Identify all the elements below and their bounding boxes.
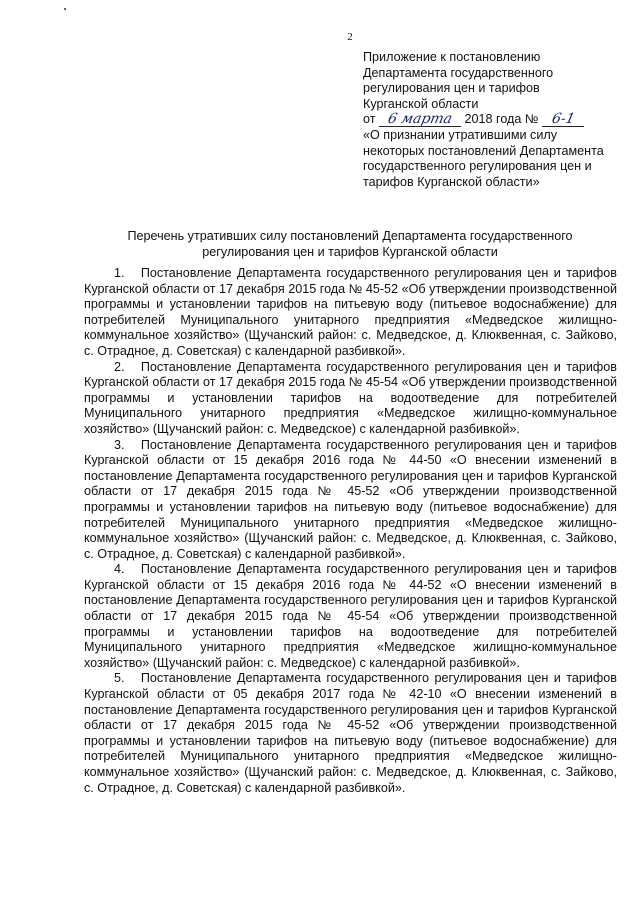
scan-speck xyxy=(64,8,66,10)
page-number: 2 xyxy=(347,31,353,43)
appendix-line: Департамента государственного xyxy=(363,65,554,80)
appendix-subject-line: тарифов Курганской области» xyxy=(363,174,540,189)
appendix-date-line xyxy=(363,112,618,128)
list-item: 3. Постановление Департамента государственного регулирования цен и тарифов Курганской области от 15 декабря 2016 года № 44-50 «О внесении изменений в постановление Департамента государственного регулирования цен и тарифов Курганской области от 17 декабря 2015 года № 45-52 «Об утверждении производственной программы и установлении тарифов на питьевую воду (питьевое водоснабжение) для потребителей Муниципального унитарного предприятия «Медведское жилищно-коммунальное хозяйство» (Щучанский район: с. Медведское, д. Клюквенная, с. Зайково, с. Отрадное, д. Советская) с календарной разбивкой». xyxy=(84,437,617,561)
appendix-line: регулирования цен и тарифов xyxy=(363,81,540,96)
appendix-subject-line: некоторых постановлений Департамента xyxy=(363,143,604,158)
handwritten-number: 6-1 xyxy=(550,111,576,128)
year-text: 2018 года № xyxy=(464,112,539,127)
date-prefix: от xyxy=(363,112,376,127)
appendix-subject-line: «О признании утратившими силу xyxy=(363,127,558,142)
title-line: регулирования цен и тарифов Курганской области xyxy=(202,244,498,259)
appendix-line: Курганской области xyxy=(363,96,479,111)
appendix-block xyxy=(363,50,618,190)
handwritten-number-field xyxy=(542,113,584,127)
appendix-line: Приложение к постановлению xyxy=(363,50,541,64)
list-item: 4. Постановление Департамента государственного регулирования цен и тарифов Курганской области от 15 декабря 2016 года № 44-52 «О внесении изменений в постановление Департамента государственного регулирования цен и тарифов Курганской области от 17 декабря 2015 года № 45-54 «Об утверждении производственной программы и установлении тарифов на водоотведение для потребителей Муниципального унитарного предприятия «Медведское жилищно-коммунальное хозяйство» (Щучанский район: с. Медведское) с календарной разбивкой». xyxy=(84,562,617,670)
appendix-subject-line: государственного регулирования цен и xyxy=(363,159,592,174)
list-item: 2. Постановление Департамента государственного регулирования цен и тарифов Курганской области от 17 декабря 2015 года № 45-54 «Об утверждении производственной программы и установлении тарифов на водоотведение для потребителей Муниципального унитарного предприятия «Медведское жилищно-коммунальное хозяйство» (Щучанский район: с. Медведское) с календарной разбивкой». xyxy=(84,359,617,436)
list-item: 1. Постановление Департамента государственного регулирования цен и тарифов Курганской области от 17 декабря 2015 года № 45-52 «Об утверждении производственной программы и установлении тарифов на питьевую воду (питьевое водоснабжение) для потребителей Муниципального унитарного предприятия «Медведское жилищно-коммунальное хозяйство» (Щучанский район: с. Медведское, д. Клюквенная, с. Зайково, с. Отрадное, д. Советская) с календарной разбивкой». xyxy=(84,266,617,358)
title-line: Перечень утративших силу постановлений Департамента государственного xyxy=(127,229,573,243)
document-title xyxy=(100,229,600,260)
handwritten-date-field xyxy=(379,113,461,127)
list-item: 5. Постановление Департамента государственного регулирования цен и тарифов Курганской области от 05 декабря 2017 года № 42-10 «О внесении изменений в постановление Департамента государственного регулирования цен и тарифов Курганской области от 17 декабря 2015 года № 45-52 «Об утверждении производственной программы и установлении тарифов на питьевую воду (питьевое водоснабжение) для потребителей Муниципального унитарного предприятия «Медведское жилищно-коммунальное хозяйство» (Щучанский район: с. Медведское, д. Клюквенная, с. Зайково, с. Отрадное, д. Советская) с календарной разбивкой». xyxy=(84,671,617,795)
handwritten-date: 6 марта xyxy=(386,111,454,128)
resolution-list xyxy=(84,266,617,796)
